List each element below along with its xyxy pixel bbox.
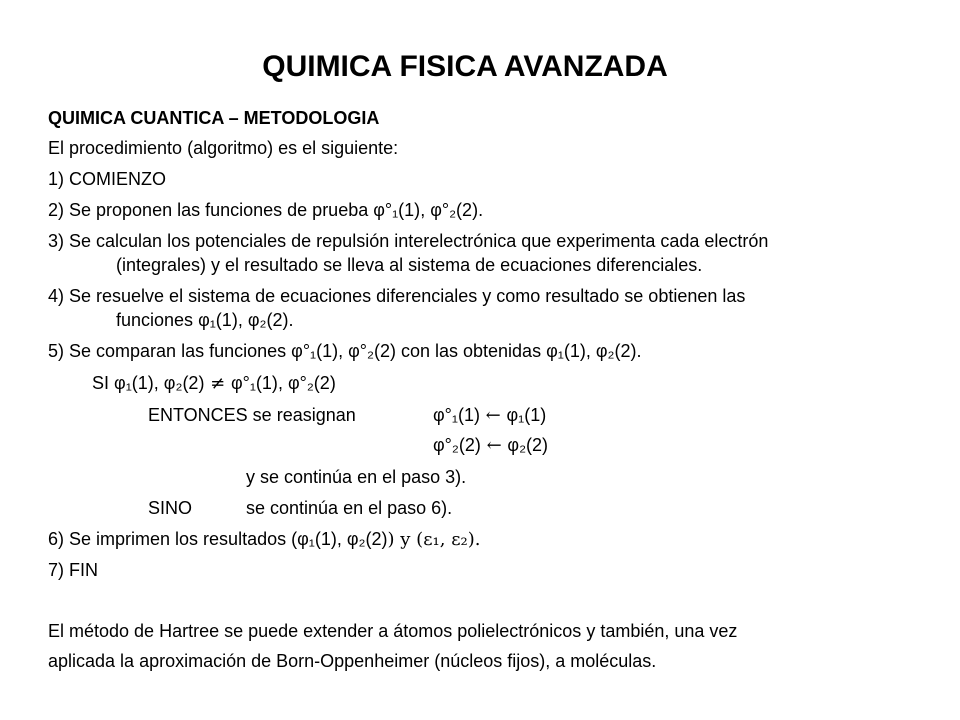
function-phi0-1: φ°₁(1) [373,200,421,220]
continue-step-6: se continúa en el paso 6). [246,498,453,518]
step-6-end: ). [467,529,481,550]
step-5-text: 5) Se comparan las funciones [48,341,292,361]
intro-text: El procedimiento (algoritmo) es el siguiente: [48,138,399,158]
reassign-1 [433,404,546,427]
continue-step-3: y se continúa en el paso 3). [246,467,467,487]
separator: , [420,200,431,220]
step-1: 1) COMIENZO [48,169,167,189]
energy-epsilon-2: ε₂ [451,529,468,550]
step-7: 7) FIN [48,560,99,580]
function-phi0-2: φ°₂(2) [348,341,396,361]
separator: , [336,529,347,549]
function-phi-2: φ₂(2) [163,373,205,393]
condition-else-keyword: SINO [148,498,193,518]
function-phi-2: φ₂(2) [507,435,549,455]
separator: , [277,373,288,393]
section-subtitle: QUIMICA CUANTICA – METODOLOGIA [48,108,380,128]
left-arrow-icon: ← [479,405,507,426]
function-phi-1: φ₁(1) [546,341,586,361]
function-phi-1: φ₁(1) [114,373,154,393]
function-phi0-1: φ°₁(1) [291,341,339,361]
energy-epsilon-1: ε₁ [423,529,440,550]
function-phi0-2: φ°₂(2) [433,435,481,455]
function-phi0-1: φ°₁(1) [433,405,480,425]
separator: , [237,310,248,330]
separator: , [585,341,596,361]
step-5-end: . [636,341,642,361]
closing-line-2: aplicada la aproximación de Born-Oppenheimer (núcleos fijos), a moléculas. [48,651,657,671]
page-title: QUIMICA FISICA AVANZADA [262,50,668,83]
condition-si [92,372,336,395]
closing-line-1: El método de Hartree se puede extender a átomos polielectrónicos y también, una vez [48,621,738,641]
function-phi0-1: φ°₁(1) [230,373,278,393]
left-arrow-icon: ← [480,435,508,456]
separator: , [439,529,452,550]
step-4-line-1: 4) Se resuelve el sistema de ecuaciones diferenciales y como resultado se obtienen las [48,286,746,306]
function-phi0-2: φ°₂(2) [430,200,479,220]
step-3-line-2: (integrales) y el resultado se lleva al sistema de ecuaciones diferenciales. [116,255,703,275]
step-5 [48,340,642,362]
step-4-text: funciones [116,310,199,330]
separator: , [338,341,349,361]
function-phi-1: φ₁(1) [297,529,337,549]
condition-then-keyword: ENTONCES se reasignan [148,405,356,425]
function-phi-1: φ₁(1) [198,310,238,330]
function-phi-1: φ₁(1) [506,405,547,425]
step-6 [48,528,481,551]
not-equal-symbol: ≠ [204,373,231,394]
step-4-end: . [288,310,294,330]
keyword-si: SI [92,373,115,393]
step-6-mid: ) y ( [387,529,424,550]
step-2-end: . [478,200,484,220]
step-6-text: 6) Se imprimen los resultados ( [48,529,298,549]
function-phi0-2: φ°₂(2) [287,373,336,393]
step-4-line-2 [116,309,294,331]
separator: , [153,373,164,393]
function-phi-2: φ₂(2) [346,529,388,549]
function-phi-2: φ₂(2) [595,341,637,361]
function-phi-2: φ₂(2) [247,310,289,330]
step-2-text: 2) Se proponen las funciones de prueba [48,200,374,220]
step-3-line-1: 3) Se calculan los potenciales de repulsión interelectrónica que experimenta cada electrón [48,231,769,251]
step-5-mid: con las obtenidas [395,341,547,361]
reassign-2 [433,434,548,457]
step-2 [48,199,483,221]
